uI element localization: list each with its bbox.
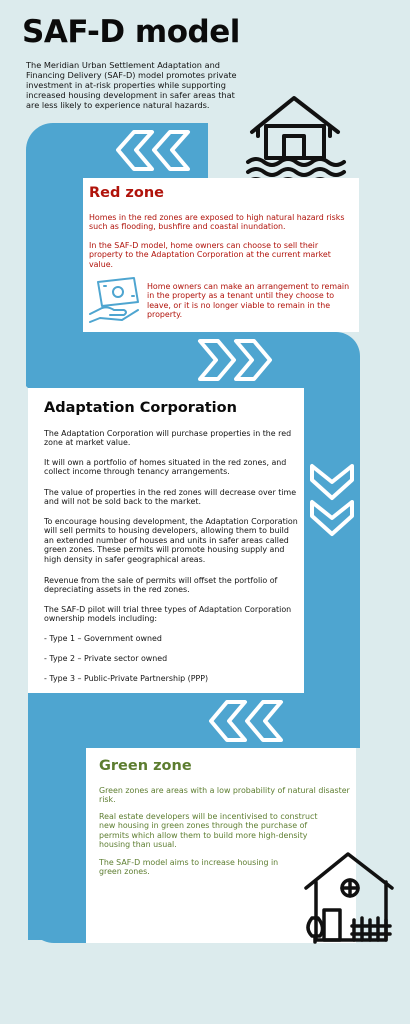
chevrons-left-icon <box>205 698 291 744</box>
chevrons-right-icon <box>194 337 280 383</box>
adaptation-heading: Adaptation Corporation <box>44 400 237 416</box>
type-item: - Type 2 – Private sector owned <box>44 654 168 663</box>
adaptation-para-4: To encourage housing development, the Adaptation Corporation will sell permits to housing developers, allowing them to build an extended number of houses and units in safer areas called green zones. These permits will promote housing supply and high density in safer geographical areas. <box>44 517 298 564</box>
chevrons-right-icon <box>124 894 210 940</box>
adaptation-para-1: The Adaptation Corporation will purchase properties in the red zone at market value. <box>44 429 292 448</box>
green-zone-para-3: The SAF-D model aims to increase housing in green zones. <box>99 858 279 877</box>
page-title: SAF-D model <box>22 14 240 50</box>
type-item: - Type 3 – Public-Private Partnership (PPP) <box>44 674 209 683</box>
money-hand-icon <box>88 276 142 324</box>
red-zone-para-3: Home owners can make an arrangement to remain in the property as a tenant until they choose to leave, or it is no longer viable to remain in the property. <box>147 282 350 320</box>
green-zone-para-2: Real estate developers will be incentivised to construct new housing in green zones through the purchase of permits which allow them to build more high-density housing than usual. <box>99 812 318 850</box>
red-zone-para-2: In the SAF-D model, home owners can choose to sell their property to the Adaptation Corporation at the current market value. <box>89 241 331 269</box>
red-zone-heading: Red zone <box>89 185 164 201</box>
adaptation-para-6: The SAF-D pilot will trial three types of Adaptation Corporation ownership models including: <box>44 605 292 624</box>
type-item: - Type 1 – Government owned <box>44 634 162 643</box>
red-zone-para-1: Homes in the red zones are exposed to high natural hazard risks such as flooding, bushfire and coastal inundation. <box>89 213 345 232</box>
intro-text: The Meridian Urban Settlement Adaptation and Financing Delivery (SAF-D) model promotes private investment in at-risk properties while supporting increased housing development in safer areas that are less likely to experience natural hazards. <box>26 60 237 110</box>
flooded-house-icon <box>244 92 348 192</box>
adaptation-para-2: It will own a portfolio of homes situated in the red zones, and collect income through tenancy arrangements. <box>44 458 287 477</box>
house-tree-icon <box>300 848 398 944</box>
green-zone-para-1: Green zones are areas with a low probability of natural disaster risk. <box>99 786 350 805</box>
adaptation-para-5: Revenue from the sale of permits will offset the portfolio of depreciating assets in the red zones. <box>44 576 278 595</box>
adaptation-para-3: The value of properties in the red zones will decrease over time and will not be sold back to the market. <box>44 488 297 507</box>
chevrons-down-icon <box>308 462 356 546</box>
chevrons-left-icon <box>112 128 198 173</box>
green-zone-heading: Green zone <box>99 758 192 774</box>
